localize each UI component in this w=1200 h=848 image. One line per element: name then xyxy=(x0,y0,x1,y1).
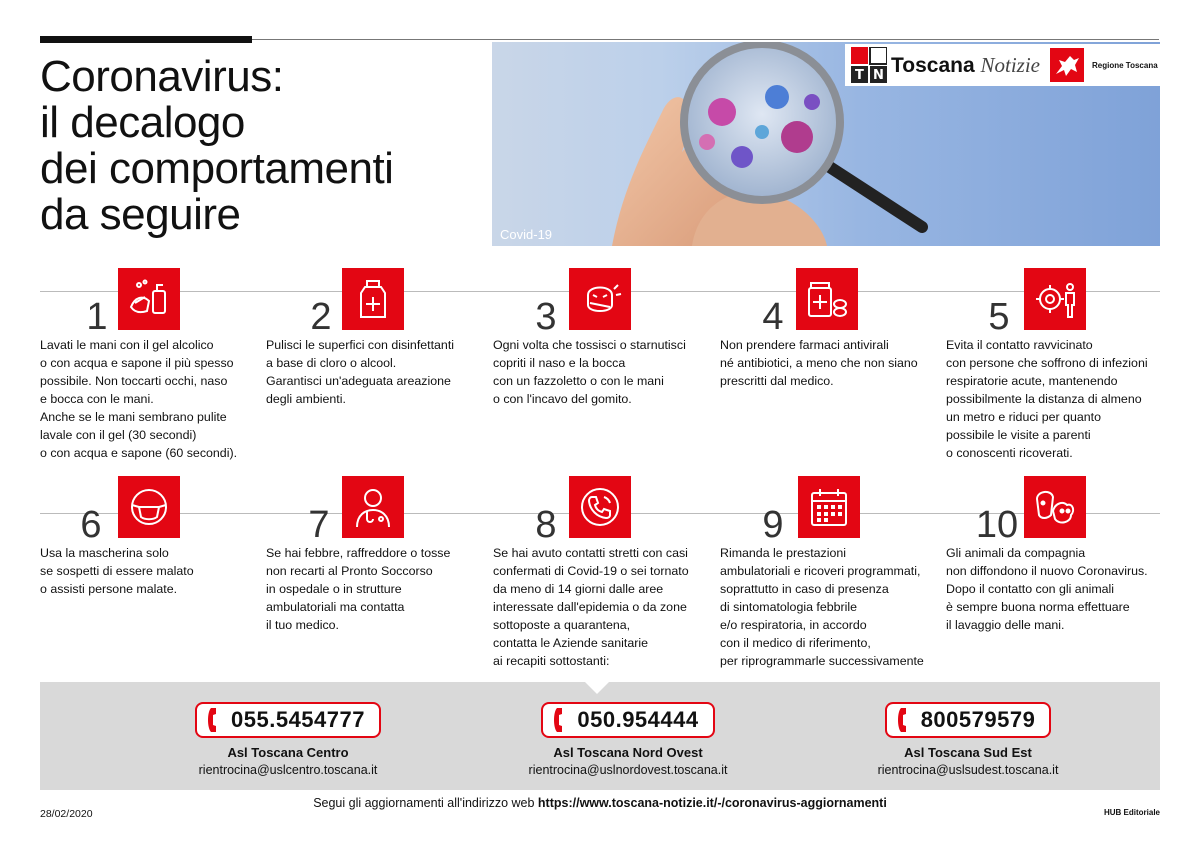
contacts-panel xyxy=(40,682,1160,790)
rule-item-6 xyxy=(40,476,255,676)
rule-number: 8 xyxy=(535,504,557,546)
top-rule-thick xyxy=(40,36,252,43)
rule-number: 9 xyxy=(762,504,784,546)
doctor-icon xyxy=(342,476,404,538)
rule-text: Se hai avuto contatti stretti con casi confermati di Covid-19 o sei tornato da meno di 14 giorni dalle aree interessate dall'epidemia o da zone sottoposte a quarantena, contatta le Aziende sanitarie ai recapiti sottostanti: xyxy=(493,546,689,668)
rule-number: 4 xyxy=(762,296,784,338)
contact-email[interactable]: rientrocina@uslsudest.toscana.it xyxy=(877,763,1059,777)
rule-text: Se hai febbre, raffreddore o tosse non recarti al Pronto Soccorso in ospedale o in strutture ambulatoriali ma contatta il tuo medico. xyxy=(266,546,451,632)
logo-name-italic: Notizie xyxy=(980,52,1041,77)
footer-link[interactable]: https://www.toscana-notizie.it/-/coronavirus-aggiornamenti xyxy=(537,796,887,810)
svg-text:T: T xyxy=(855,68,864,83)
logo-name xyxy=(891,53,1040,78)
contact-email[interactable]: rientrocina@uslcentro.toscana.it xyxy=(198,763,378,777)
contact-card xyxy=(158,702,418,777)
distance-icon xyxy=(1024,268,1086,330)
phone-number[interactable]: 055.5454777 xyxy=(231,707,365,732)
rule-number: 6 xyxy=(80,504,102,546)
rule-text: Ogni volta che tossisci o starnutisci copriti il naso e la bocca con un fazzoletto o con le mani o con l'incavo del gomito. xyxy=(493,338,686,406)
toscana-notizie-logo-icon xyxy=(851,47,887,83)
title-line: dei comportamenti xyxy=(40,144,394,193)
logo-name-bold: Toscana xyxy=(891,53,975,77)
top-rule-thin xyxy=(252,39,1159,40)
rule-number: 3 xyxy=(535,296,557,338)
rule-item-8 xyxy=(493,476,708,676)
rule-text: Pulisci le superfici con disinfettanti a base di cloro o alcool. Garantisci un'adeguata areazione degli ambienti. xyxy=(266,338,455,406)
contact-email[interactable]: rientrocina@uslnordovest.toscana.it xyxy=(528,763,728,777)
rule-text: Evita il contatto ravvicinato con persone che soffrono di infezioni respiratorie acute, mantenendo possibilmente la distanza di almeno un metro e riduci per quanto possibile le visite a parenti o conoscenti ricoverati. xyxy=(946,338,1148,460)
rule-item-10 xyxy=(946,476,1161,676)
contacts-pointer xyxy=(585,682,609,694)
hero-caption: Covid-19 xyxy=(500,227,553,242)
title-line: Coronavirus: xyxy=(40,52,284,101)
phone-call-icon xyxy=(569,476,631,538)
rule-item-7 xyxy=(266,476,481,676)
contact-name: Asl Toscana Sud Est xyxy=(904,745,1032,760)
phone-number[interactable]: 050.954444 xyxy=(577,707,699,732)
pegasus-emblem-icon xyxy=(1050,48,1084,82)
contact-name: Asl Toscana Centro xyxy=(227,745,349,760)
medicine-icon xyxy=(796,268,858,330)
publication-date: 28/02/2020 xyxy=(40,808,93,820)
pets-icon xyxy=(1024,476,1086,538)
rule-text: Rimanda le prestazioni ambulatoriali e ricoveri programmati, soprattutto in caso di presenza di sintomatologia febbrile e/o respiratoria, in accordo con il medico di riferimento, per riprogrammarle successivamente xyxy=(720,546,924,668)
rule-text: Gli animali da compagnia non diffondono il nuovo Coronavirus. Dopo il contatto con gli animali è sempre buona norma effettuare il lavaggio delle mani. xyxy=(946,546,1148,632)
header-logos xyxy=(845,44,1160,86)
rule-item-9 xyxy=(720,476,935,676)
rule-item-5 xyxy=(946,268,1161,468)
region-name: Regione Toscana xyxy=(1092,60,1158,70)
footer-text xyxy=(0,796,1200,810)
contact-card xyxy=(498,702,758,777)
rule-number: 1 xyxy=(86,296,108,338)
calendar-icon xyxy=(798,476,860,538)
phone-handset-icon xyxy=(205,706,225,734)
title-line: il decalogo xyxy=(40,98,245,147)
rule-item-2 xyxy=(266,268,481,468)
rule-item-3 xyxy=(493,268,708,468)
phone-number-box[interactable] xyxy=(541,702,714,738)
rule-item-4 xyxy=(720,268,935,468)
rule-number: 7 xyxy=(308,504,330,546)
rule-number: 5 xyxy=(988,296,1010,338)
phone-handset-icon xyxy=(895,706,915,734)
svg-text:N: N xyxy=(873,68,884,83)
rule-number: 2 xyxy=(310,296,332,338)
phone-number[interactable]: 800579579 xyxy=(920,707,1036,732)
footer-prefix: Segui gli aggiornamenti all'indirizzo web xyxy=(313,796,538,810)
rule-text: Usa la mascherina solo se sospetti di essere malato o assisti persone malate. xyxy=(40,546,194,596)
title-line: da seguire xyxy=(40,190,241,239)
disinfectant-bottle-icon xyxy=(342,268,404,330)
hand-wash-icon xyxy=(118,268,180,330)
rule-number: 10 xyxy=(975,504,1019,546)
rule-item-1 xyxy=(40,268,255,468)
sneeze-icon xyxy=(569,268,631,330)
rule-text: Lavati le mani con il gel alcolico o con acqua e sapone il più spesso possibile. Non toccarti occhi, naso e bocca con le mani. Anche se le mani sembrano pulite lavale con il gel (30 secondi) o con acqua e sapone (60 secondi). xyxy=(40,338,238,460)
contact-card xyxy=(838,702,1098,777)
phone-number-box[interactable] xyxy=(195,702,381,738)
contact-name: Asl Toscana Nord Ovest xyxy=(553,745,703,760)
page-title xyxy=(40,54,490,238)
publisher-credit: HUB Editoriale xyxy=(1103,808,1160,817)
phone-number-box[interactable] xyxy=(885,702,1052,738)
phone-handset-icon xyxy=(551,706,571,734)
rule-text: Non prendere farmaci antivirali né antibiotici, a meno che non siano prescritti dal medico. xyxy=(720,338,918,388)
face-mask-icon xyxy=(118,476,180,538)
